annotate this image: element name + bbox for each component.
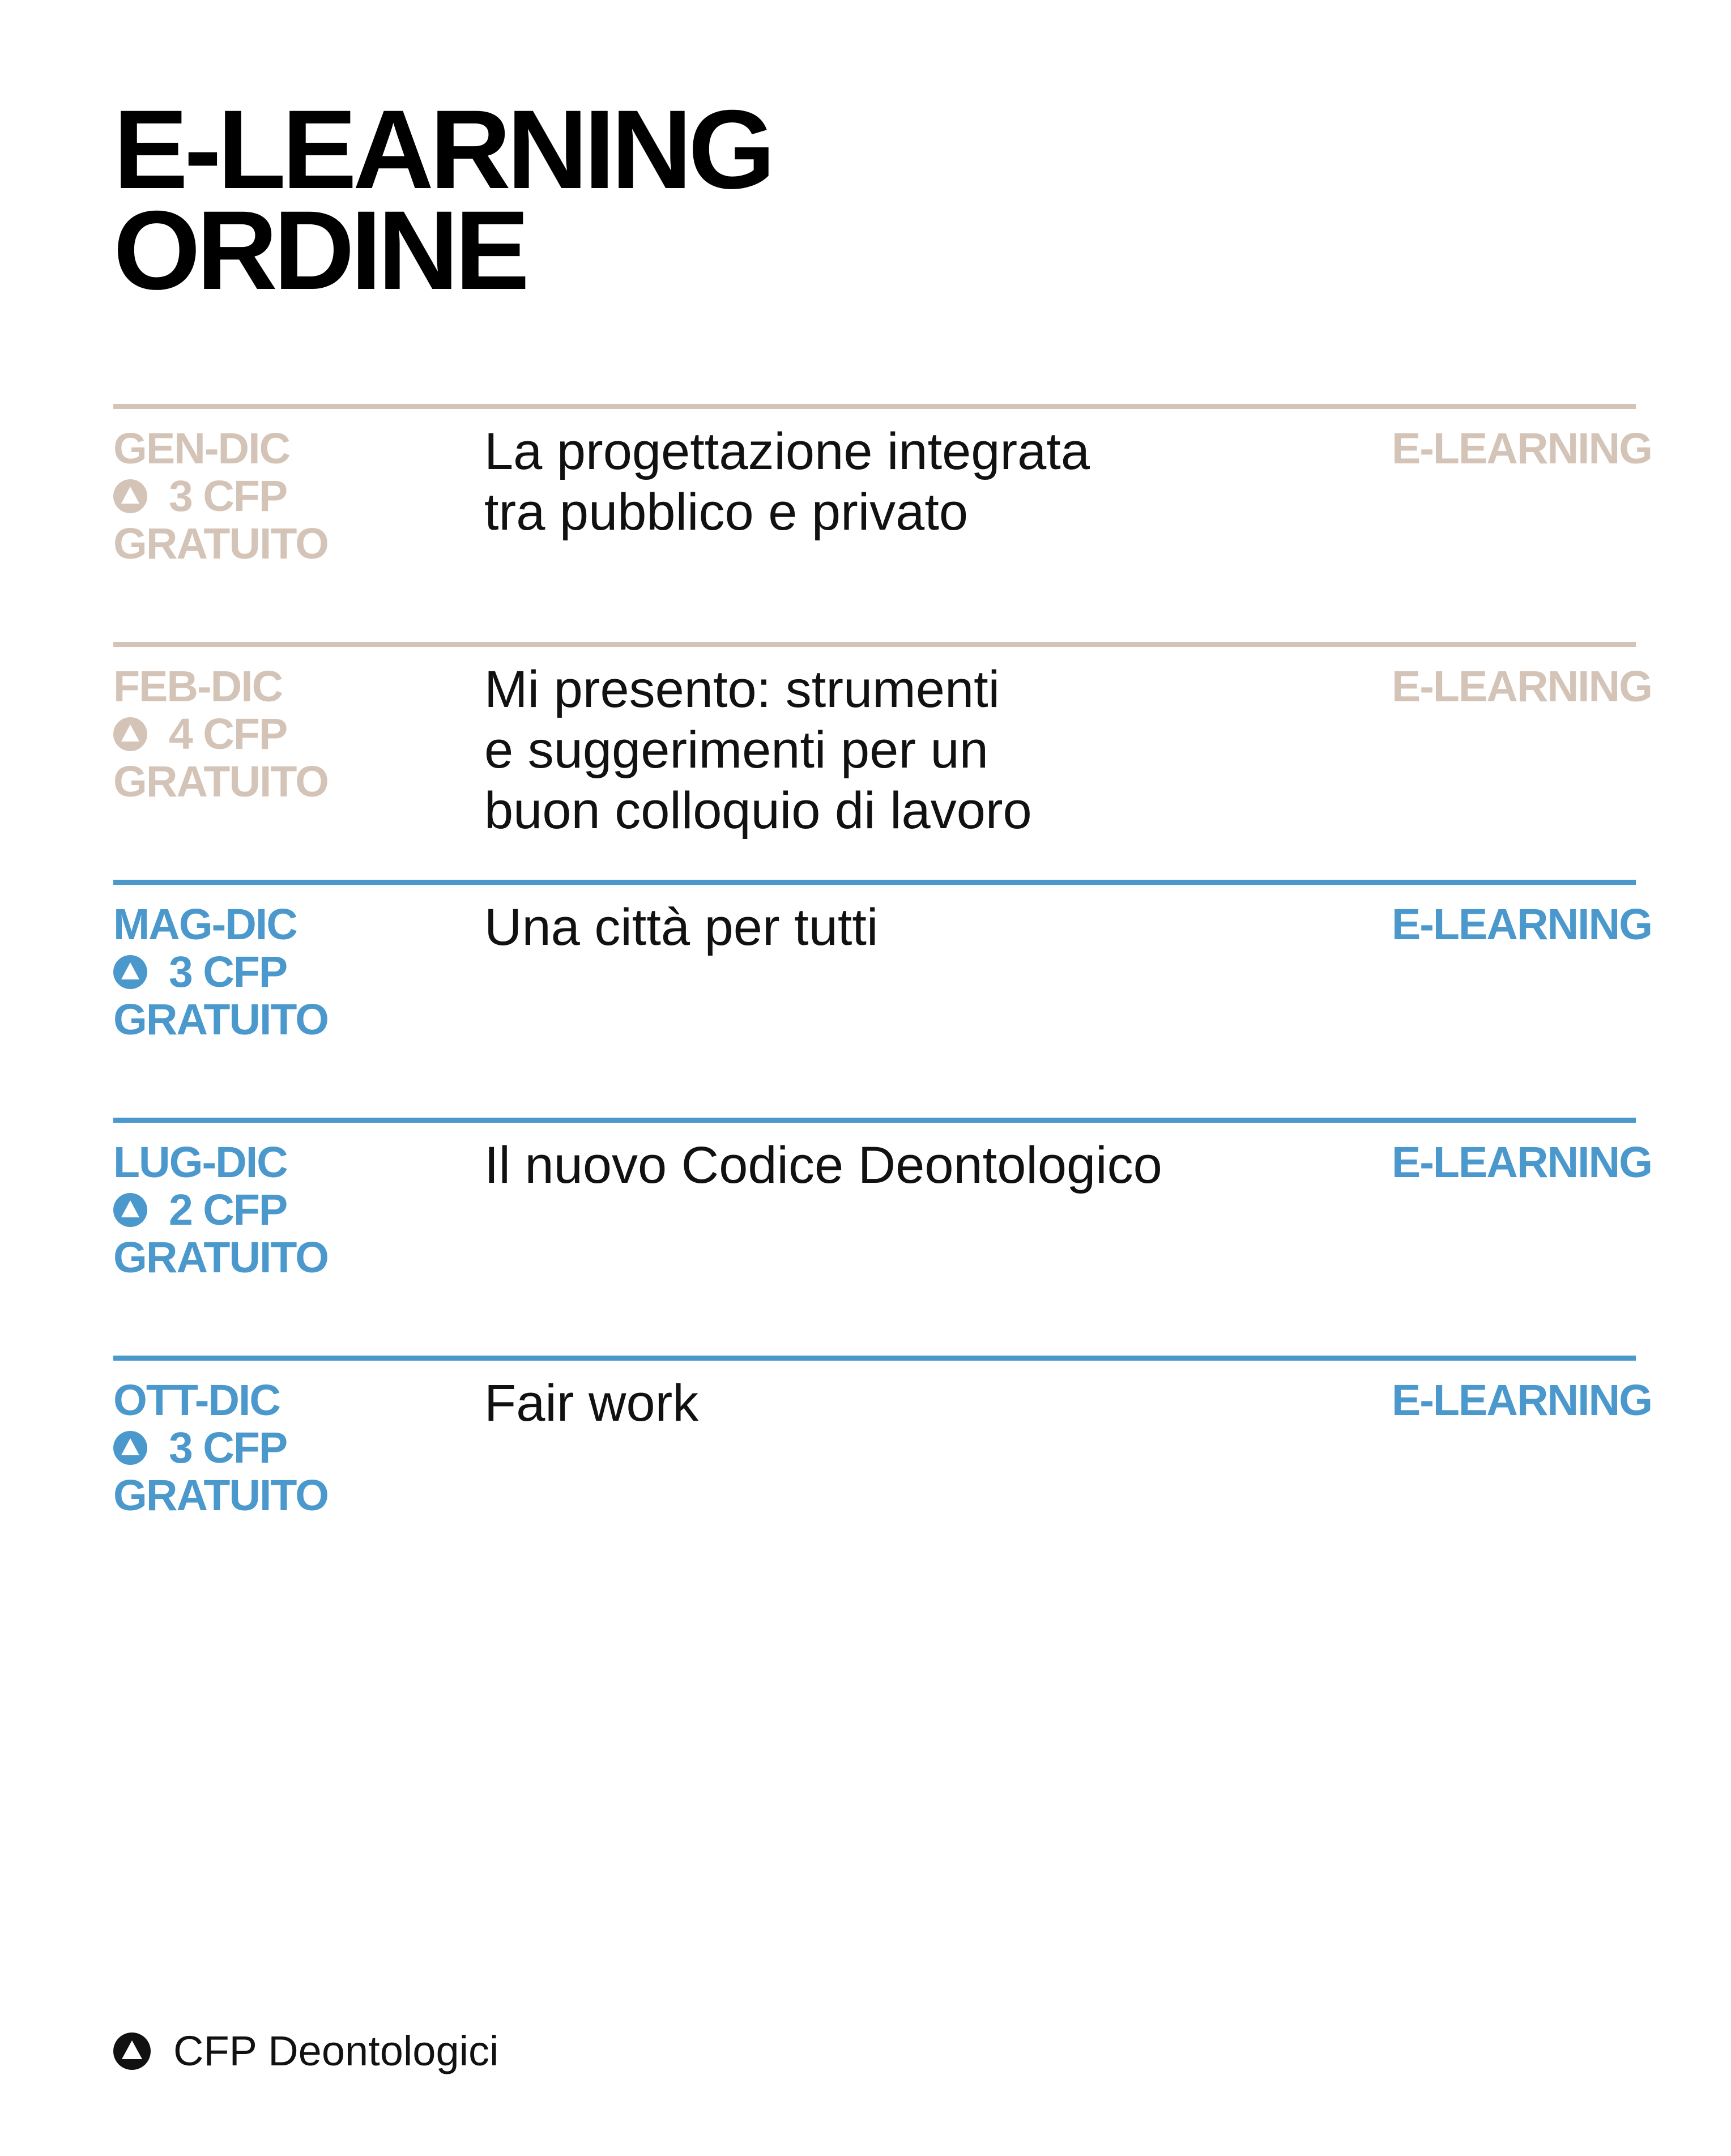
course-format-tag: E-LEARNING [1391,1376,1652,1425]
deontological-cfp-icon [113,479,147,513]
course-title[interactable]: Fair work [484,1374,699,1432]
course-price: GRATUITO [113,1471,328,1520]
course-cfp-value: 3 CFP [169,472,287,521]
course-price: GRATUITO [113,519,328,568]
course-cfp-value: 3 CFP [169,948,287,996]
course-price: GRATUITO [113,995,328,1044]
course-format-tag: E-LEARNING [1391,900,1652,949]
course-row[interactable] [113,880,1652,1118]
course-format-tag: E-LEARNING [1391,424,1652,473]
deontological-cfp-icon [113,1431,147,1465]
course-row[interactable] [113,404,1652,642]
course-meta [113,663,328,806]
course-cfp [113,1186,328,1234]
course-row[interactable] [113,1118,1652,1356]
course-title[interactable]: Una città per tutti [484,898,879,956]
course-period: FEB-DIC [113,662,283,711]
course-row[interactable] [113,642,1652,880]
course-cfp [113,1424,328,1472]
deontological-cfp-icon [113,1193,147,1227]
course-meta [113,1377,328,1519]
legend-label: CFP Deontologici [173,2027,499,2074]
course-format-tag: E-LEARNING [1391,662,1652,711]
course-period: MAG-DIC [113,900,297,949]
course-period: GEN-DIC [113,424,290,473]
course-meta [113,425,328,568]
course-meta [113,1139,328,1281]
deontological-cfp-icon [113,2033,151,2070]
course-title[interactable]: La progettazione integrata tra pubblico e privato [484,423,1090,541]
course-period: OTT-DIC [113,1376,280,1425]
course-row[interactable] [113,1356,1652,1593]
course-title[interactable]: Mi presento: strumenti e suggerimenti per un buon colloquio di lavoro [484,661,1032,840]
course-cfp-value: 4 CFP [169,710,287,759]
course-cfp [113,472,328,520]
course-cfp-value: 2 CFP [169,1186,287,1234]
course-meta [113,901,328,1043]
title-line-2: ORDINE [113,188,526,313]
course-cfp-value: 3 CFP [169,1424,287,1472]
deontological-cfp-icon [113,955,147,989]
course-title[interactable]: Il nuovo Codice Deontologico [484,1136,1162,1194]
legend [113,2027,498,2075]
course-period: LUG-DIC [113,1138,287,1187]
course-cfp [113,710,328,758]
course-format-tag: E-LEARNING [1391,1138,1652,1187]
course-price: GRATUITO [113,757,328,806]
course-cfp [113,948,328,996]
title-line-1: E-LEARNING [113,87,771,212]
course-price: GRATUITO [113,1233,328,1282]
deontological-cfp-icon [113,717,147,751]
page-title [113,87,771,313]
